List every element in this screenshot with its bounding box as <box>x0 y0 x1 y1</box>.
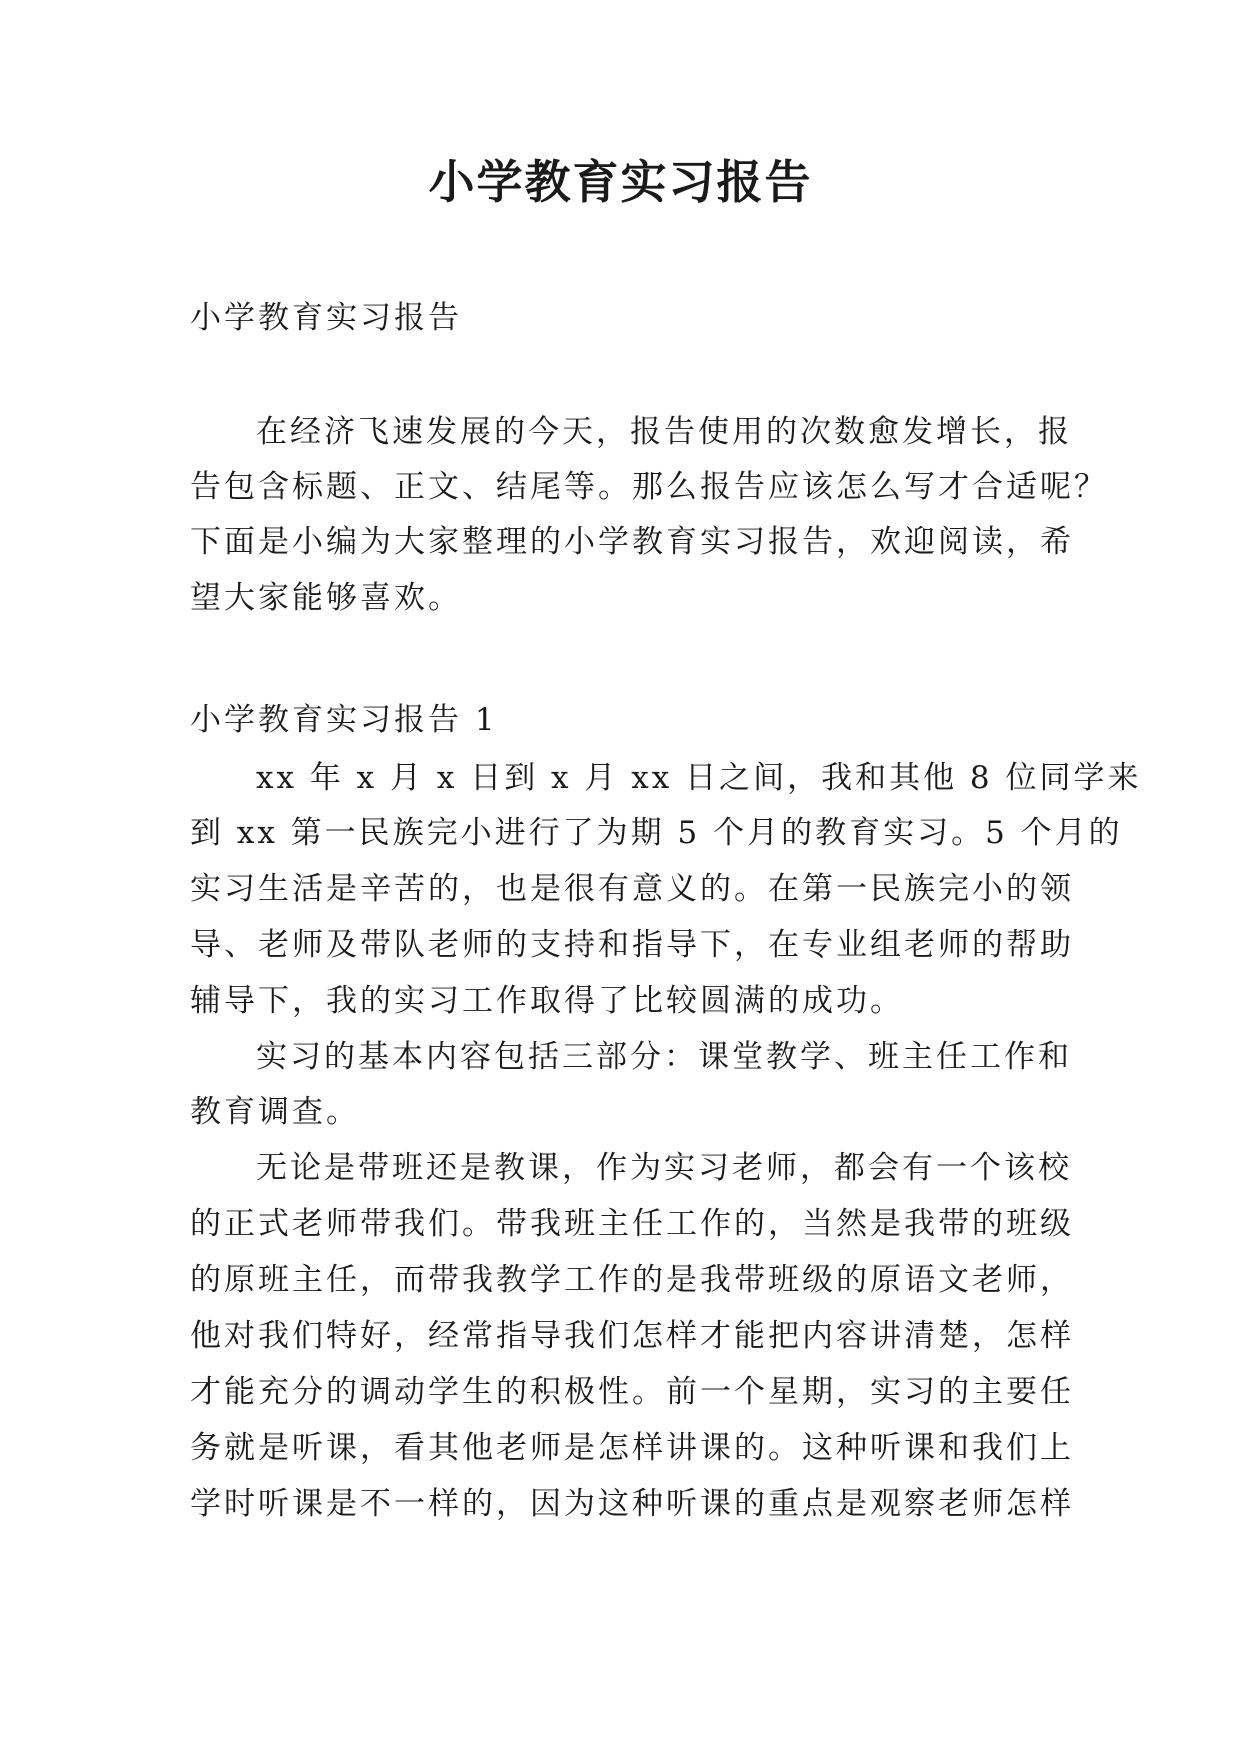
section-heading: 小学教育实习报告 1 <box>190 702 498 738</box>
document-title: 小学教育实习报告 <box>428 155 813 209</box>
paragraph-line: 教育调查。 <box>190 1094 360 1130</box>
intro-line: 望大家能够喜欢。 <box>190 580 462 616</box>
paragraph-line: 才能充分的调动学生的积极性。前一个星期，实习的主要任 <box>190 1374 1074 1410</box>
paragraph-line: 务就是听课，看其他老师是怎样讲课的。这种听课和我们上 <box>190 1430 1074 1466</box>
paragraph-line: 导、老师及带队老师的支持和指导下，在专业组老师的帮助 <box>190 927 1074 963</box>
paragraph-line: 的原班主任，而带我教学工作的是我带班级的原语文老师， <box>190 1262 1074 1298</box>
paragraph-line: 实习的基本内容包括三部分：课堂教学、班主任工作和 <box>256 1039 1072 1075</box>
paragraph-line: 的正式老师带我们。带我班主任工作的，当然是我带的班级 <box>190 1206 1074 1242</box>
paragraph-line: 无论是带班还是教课，作为实习老师，都会有一个该校 <box>256 1150 1072 1186</box>
paragraph-line: 学时听课是不一样的，因为这种听课的重点是观察老师怎样 <box>190 1486 1074 1522</box>
paragraph-line: 实习生活是辛苦的，也是很有意义的。在第一民族完小的领 <box>190 871 1074 907</box>
paragraph-line: 到 xx 第一民族完小进行了为期 5 个月的教育实习。5 个月的 <box>190 815 1123 851</box>
paragraph-line: 他对我们特好，经常指导我们怎样才能把内容讲清楚，怎样 <box>190 1318 1074 1354</box>
intro-line: 告包含标题、正文、结尾等。那么报告应该怎么写才合适呢？ <box>190 469 1108 505</box>
intro-line: 下面是小编为大家整理的小学教育实习报告，欢迎阅读，希 <box>190 524 1074 560</box>
paragraph-line: xx 年 x 月 x 日到 x 月 xx 日之间，我和其他 8 位同学来 <box>256 760 1142 796</box>
paragraph-line: 辅导下，我的实习工作取得了比较圆满的成功。 <box>190 983 904 1019</box>
document-subtitle: 小学教育实习报告 <box>190 300 462 336</box>
intro-line: 在经济飞速发展的今天，报告使用的次数愈发增长，报 <box>256 414 1072 450</box>
